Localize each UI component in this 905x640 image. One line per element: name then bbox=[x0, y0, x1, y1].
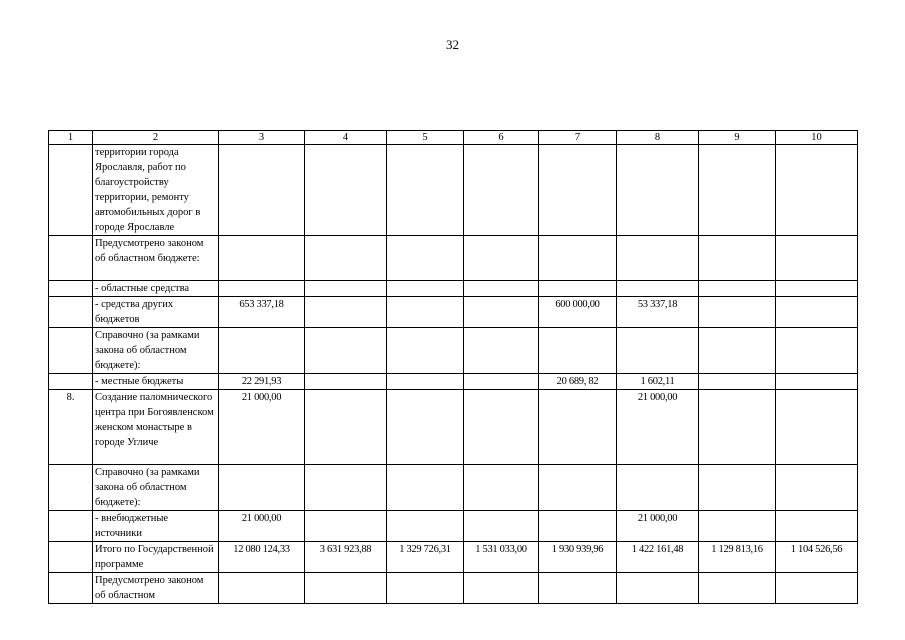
table-row bbox=[49, 374, 858, 390]
column-header: 10 bbox=[776, 131, 858, 145]
row-number-cell bbox=[49, 374, 93, 390]
value-cell bbox=[387, 390, 464, 465]
value-cell bbox=[539, 390, 617, 465]
row-label-cell: - областные средства bbox=[93, 281, 219, 297]
value-cell bbox=[305, 573, 387, 604]
row-label-cell: Итого по Государственной программе bbox=[93, 542, 219, 573]
row-label-cell: - внебюджетные источники bbox=[93, 511, 219, 542]
value-cell: 3 631 923,88 bbox=[305, 542, 387, 573]
value-cell bbox=[776, 145, 858, 236]
value-cell bbox=[464, 328, 539, 374]
column-header: 2 bbox=[93, 131, 219, 145]
value-cell bbox=[387, 511, 464, 542]
column-header: 9 bbox=[699, 131, 776, 145]
value-cell bbox=[387, 281, 464, 297]
row-number-cell bbox=[49, 511, 93, 542]
row-label-cell: Справочно (за рамками закона об областном бюджете): bbox=[93, 328, 219, 374]
value-cell bbox=[776, 297, 858, 328]
value-cell bbox=[305, 374, 387, 390]
row-label-cell: территории города Ярославля, работ по благоустройству территории, ремонту автомобильных дорог в городе Ярославле bbox=[93, 145, 219, 236]
value-cell bbox=[776, 573, 858, 604]
value-cell bbox=[539, 145, 617, 236]
value-cell bbox=[617, 236, 699, 281]
value-cell bbox=[464, 236, 539, 281]
table-row bbox=[49, 236, 858, 281]
page-number: 32 bbox=[446, 37, 459, 52]
value-cell bbox=[539, 328, 617, 374]
value-cell: 21 000,00 bbox=[219, 511, 305, 542]
value-cell bbox=[219, 328, 305, 374]
value-cell bbox=[305, 390, 387, 465]
budget-table bbox=[48, 130, 858, 604]
column-header: 5 bbox=[387, 131, 464, 145]
table-row bbox=[49, 542, 858, 573]
value-cell bbox=[464, 511, 539, 542]
value-cell bbox=[219, 573, 305, 604]
value-cell bbox=[617, 573, 699, 604]
value-cell bbox=[539, 281, 617, 297]
value-cell bbox=[539, 465, 617, 511]
column-header: 3 bbox=[219, 131, 305, 145]
value-cell bbox=[305, 145, 387, 236]
header-row bbox=[49, 131, 858, 145]
column-header: 1 bbox=[49, 131, 93, 145]
value-cell bbox=[305, 511, 387, 542]
value-cell bbox=[617, 465, 699, 511]
value-cell bbox=[699, 573, 776, 604]
value-cell bbox=[305, 465, 387, 511]
row-number-cell bbox=[49, 297, 93, 328]
value-cell bbox=[699, 390, 776, 465]
value-cell bbox=[464, 145, 539, 236]
value-cell bbox=[776, 374, 858, 390]
table-row bbox=[49, 145, 858, 236]
value-cell: 600 000,00 bbox=[539, 297, 617, 328]
value-cell bbox=[464, 297, 539, 328]
value-cell bbox=[776, 465, 858, 511]
value-cell bbox=[776, 511, 858, 542]
value-cell bbox=[699, 297, 776, 328]
table-row bbox=[49, 465, 858, 511]
value-cell: 12 080 124,33 bbox=[219, 542, 305, 573]
value-cell bbox=[387, 328, 464, 374]
row-number-cell bbox=[49, 328, 93, 374]
value-cell: 1 531 033,00 bbox=[464, 542, 539, 573]
value-cell bbox=[219, 236, 305, 281]
value-cell bbox=[539, 511, 617, 542]
value-cell bbox=[464, 390, 539, 465]
row-label-cell: Предусмотрено законом об областном bbox=[93, 573, 219, 604]
table-row bbox=[49, 281, 858, 297]
value-cell bbox=[219, 281, 305, 297]
row-number-cell bbox=[49, 542, 93, 573]
value-cell bbox=[776, 328, 858, 374]
value-cell: 1 329 726,31 bbox=[387, 542, 464, 573]
value-cell bbox=[387, 145, 464, 236]
value-cell bbox=[305, 328, 387, 374]
value-cell bbox=[219, 145, 305, 236]
value-cell bbox=[776, 236, 858, 281]
table-row bbox=[49, 511, 858, 542]
value-cell bbox=[539, 573, 617, 604]
value-cell: 653 337,18 bbox=[219, 297, 305, 328]
row-label-cell: - местные бюджеты bbox=[93, 374, 219, 390]
row-number-cell: 8. bbox=[49, 390, 93, 465]
value-cell bbox=[699, 145, 776, 236]
value-cell bbox=[219, 465, 305, 511]
row-number-cell bbox=[49, 236, 93, 281]
value-cell: 1 602,11 bbox=[617, 374, 699, 390]
value-cell bbox=[305, 281, 387, 297]
value-cell: 53 337,18 bbox=[617, 297, 699, 328]
column-header: 4 bbox=[305, 131, 387, 145]
value-cell bbox=[617, 145, 699, 236]
value-cell bbox=[699, 236, 776, 281]
value-cell: 1 930 939,96 bbox=[539, 542, 617, 573]
column-header: 8 bbox=[617, 131, 699, 145]
row-number-cell bbox=[49, 281, 93, 297]
value-cell bbox=[305, 297, 387, 328]
value-cell bbox=[387, 236, 464, 281]
row-label-cell: Создание паломнического центра при Богоявленском женском монастыре в городе Угличе bbox=[93, 390, 219, 465]
value-cell: 1 104 526,56 bbox=[776, 542, 858, 573]
row-number-cell bbox=[49, 465, 93, 511]
value-cell: 21 000,00 bbox=[617, 511, 699, 542]
value-cell bbox=[617, 328, 699, 374]
value-cell bbox=[699, 374, 776, 390]
value-cell: 1 129 813,16 bbox=[699, 542, 776, 573]
row-label-cell: Предусмотрено законом об областном бюджете: bbox=[93, 236, 219, 281]
value-cell: 20 689, 82 bbox=[539, 374, 617, 390]
table-row bbox=[49, 328, 858, 374]
table-row bbox=[49, 297, 858, 328]
value-cell bbox=[617, 281, 699, 297]
value-cell bbox=[699, 511, 776, 542]
column-header: 6 bbox=[464, 131, 539, 145]
value-cell bbox=[539, 236, 617, 281]
value-cell bbox=[387, 465, 464, 511]
value-cell bbox=[699, 465, 776, 511]
row-label-cell: Справочно (за рамками закона об областном бюджете): bbox=[93, 465, 219, 511]
value-cell: 21 000,00 bbox=[617, 390, 699, 465]
column-header: 7 bbox=[539, 131, 617, 145]
value-cell bbox=[776, 281, 858, 297]
value-cell bbox=[387, 297, 464, 328]
value-cell bbox=[305, 236, 387, 281]
value-cell bbox=[464, 465, 539, 511]
row-number-cell bbox=[49, 573, 93, 604]
value-cell bbox=[387, 374, 464, 390]
value-cell bbox=[699, 328, 776, 374]
table-row bbox=[49, 390, 858, 465]
value-cell bbox=[464, 573, 539, 604]
value-cell: 22 291,93 bbox=[219, 374, 305, 390]
value-cell bbox=[776, 390, 858, 465]
value-cell bbox=[699, 281, 776, 297]
table-row bbox=[49, 573, 858, 604]
value-cell bbox=[464, 281, 539, 297]
row-label-cell: - средства других бюджетов bbox=[93, 297, 219, 328]
row-number-cell bbox=[49, 145, 93, 236]
value-cell bbox=[464, 374, 539, 390]
value-cell: 21 000,00 bbox=[219, 390, 305, 465]
value-cell: 1 422 161,48 bbox=[617, 542, 699, 573]
value-cell bbox=[387, 573, 464, 604]
